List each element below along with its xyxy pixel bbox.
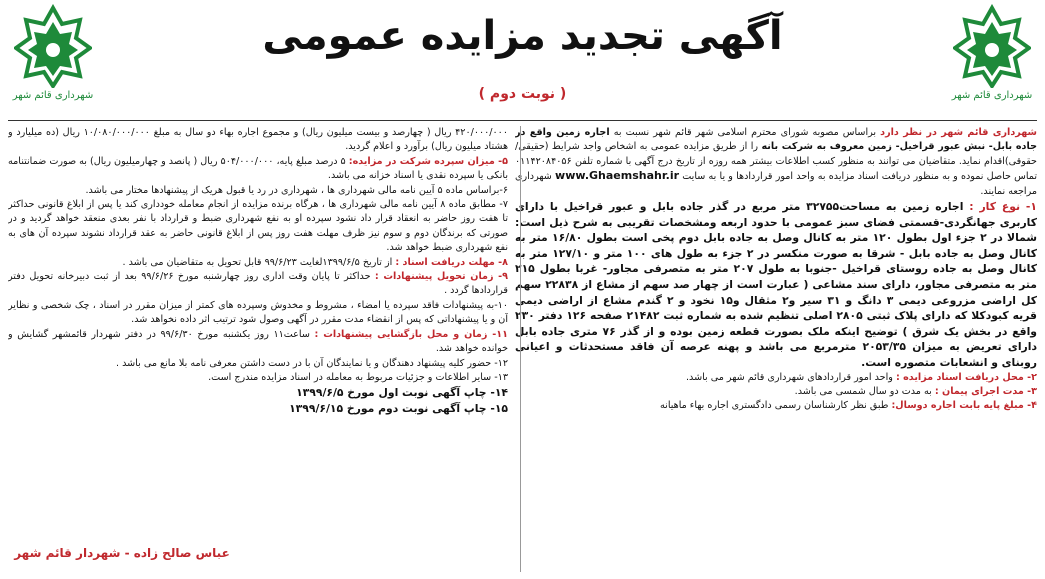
- item-13-paragraph: ۱۳- سایر اطلاعات و جزئیات مربوط به معامله در اسناد مزایده مندرج است.: [208, 371, 508, 383]
- item-8-label: ۸- مهلت دریافت اسناد :: [395, 256, 508, 268]
- intro-subject: اجاره زمین واقع در جاده بابل- نبش عبور قراخیل- زمین معروف به شرکت بانه: [515, 127, 1037, 153]
- intro-text-2: را از طریق مزایده عمومی به اشخاص واجد شرایط (حقیقی/حقوقی)اقدام نماید. متقاضیان می توانند به منظور کسب اطلاعات بیشتر همه روزه از تاریخ درج آگهی با شماره تلفن ۰۱۱۴۲۰۸۴۰۵۶ تماس حاصل نموده و به منظور دریافت اسناد مزایده به واحد امور قراردادها و یا به سایت: [515, 141, 1037, 183]
- item-12-paragraph: ۱۲- حضور کلیه پیشنهاد دهندگان و یا نمایندگان آن با در دست داشتن معرفی نامه بلا مانع می باشد .: [116, 357, 508, 369]
- logo-caption: شهرداری قائم شهر: [951, 90, 1033, 101]
- left-column: [8, 126, 508, 566]
- item-3-label: ۳- مدت اجرای پیمان :: [934, 385, 1037, 397]
- item-1-text: اجاره زمین به مساحت۳۲۷۵۵ متر مربع در گذر جاده بابل و عبور قراخیل با دارای کاربری جهانگردی-قسمتی فضای سبز عمومی با حدود اربعه ومشخصات تقریبی به شرح ذیل است: شمالا در ۲ جزء اول بطول ۱۲۰ متر به کانال وصل به جاده بابل دوم پخی است بطول ۱۶/۸۰ متر به کانال وصل به جاده بابل - شرقا به صورت منکسر در ۲ جزء به طول های ۱۰۰ متر و ۱۲۷/۱۰ متر به کانال وصل به جاده روستای قراخیل -جنوبا به طول ۲۰۷ متر به متصرفی مجاور- غربا بطول ۲۱۵ متر به متصرفی مجاور، دارای سند مشاعی ( عبارت است از چهار صد سهم از مشاع از ۲۲۸۳۸ سهم کل اراضی مزروعی دیمی ۳ دانگ و ۳۱ سیر و۲ مثقال و۱۵ نخود و ۲ گندم مشاع از اراضی دیمی قریه کبودکلا که دارای پلاک ثبتی ۲۸۰۵ اصلی تنظیم شده به شماره ثبت ۲۱۴۸۲ صفحه ۱۲۶ دفتر ۲۳۰ واقع در بخش یک شرق ) توضیح اینکه ملک بصورت قطعه زمین بوده و از گذر ۷۶ متری جاده بابل دارای تعریض به میزان ۲۰۵۳/۳۵ مترمربع می باشد و پهنه عرصه آن فاقد مستحدثات و اعیانی روبنای و انشعابات متصوره است.: [515, 200, 1037, 369]
- intro-text-3: شهرداری مراجعه نمایند.: [515, 171, 1037, 197]
- item-2-paragraph: [515, 371, 1037, 385]
- item-11-label: ۱۱- زمان و محل بازگشایی پیشنهادات :: [314, 328, 508, 340]
- item-2-label: ۲- محل دریافت اسناد مزایده :: [895, 371, 1037, 383]
- item-9-text: حداکثر تا پایان وقت اداری روز چهارشنبه مورخ ۹۹/۶/۲۶ بعد از ثبت دبیرخانه تحویل دفتر قراردادها گردد .: [8, 271, 508, 297]
- ad-title: آگهی تجدید مزایده عمومی: [262, 13, 783, 59]
- logo-caption: شهرداری قائم شهر: [12, 90, 94, 101]
- item-15-paragraph: ۱۵- چاپ آگهی نوبت دوم مورخ ۱۳۹۹/۶/۱۵: [289, 401, 508, 415]
- item-5-paragraph: [8, 155, 508, 184]
- base-price-continued: ۴۲۰/۰۰۰/۰۰۰ ریال ( چهارصد و بیست میلیون ریال) و مجموع اجاره بهاء دو سال به مبلغ ۱۰/۰۸۰/۰۰۰/۰۰۰ ریال (ده میلیارد و هشتاد میلیون ریال) برآورد و اعلام گردید.: [8, 127, 508, 153]
- item-4-label: ۴- مبلغ پایه بابت اجاره دوسال:: [891, 400, 1037, 412]
- item-3-text: به مدت دو سال شمسی می باشد.: [794, 385, 935, 397]
- mayor-signature: عباس صالح زاده - شهردار قائم شهر: [14, 546, 230, 560]
- item-1-label: ۱- نوع کار :: [969, 200, 1037, 214]
- item-6-paragraph: ۶-براساس ماده ۵ آیین نامه مالی شهرداری ها ، شهرداری در رد یا قبول هریک از پیشنهادها مختار می باشد.: [85, 184, 508, 196]
- ad-subtitle: ( نوبت دوم ): [478, 86, 567, 102]
- intro-lead: شهرداری قائم شهر در نظر دارد: [880, 127, 1037, 138]
- item-8-text: از تاریخ ۱۳۹۹/۶/۵لغایت ۹۹/۶/۲۳ قابل تحویل به متقاضیان می باشد .: [122, 256, 396, 268]
- item-8-paragraph: [8, 256, 508, 270]
- item-9-paragraph: [8, 270, 508, 299]
- item-4-text: طبق نظر کارشناسان رسمی دادگستری اجاره بهاء ماهیانه: [660, 400, 892, 412]
- right-column: [515, 126, 1037, 576]
- item-11-text: ساعت۱۱ روز یکشنبه مورخ ۹۹/۶/۳۰ در دفتر شهردار قائمشهر گشایش و خوانده خواهد شد.: [8, 328, 508, 355]
- item-5-text: ۵ درصد مبلغ پایه، ۵۰۴/۰۰۰/۰۰۰ ریال ( پانصد و چهارمیلیون ریال) به صورت ضمانتنامه بانکی یا سپرده نقدی یا اسناد خزانه می باشد.: [8, 155, 508, 182]
- item-14-paragraph: ۱۴- چاپ آگهی نوبت اول مورخ ۱۳۹۹/۶/۵: [296, 386, 508, 400]
- item-7-paragraph: ۷- مطابق ماده ۸ آیین نامه مالی شهرداری ها ، هرگاه برنده مزایده از انجام معامله خودداری کند یا پس از ابلاغ قانونی حداکثر تا هفت روز حاضر به انعقاد قرار داد نشود سپرده او به نفع شهرداری ضبط و قرارداد با نفر بعدی منعقد خواهد گردید و در صورتی که برندگان دوم و سوم نیز ظرف مهلت هفت روز پس از ابلاغ قانونی حاضر به عقد قرارداد نشوند سپرده آن های به نفع شهرداری ضبط خواهد شد.: [8, 199, 508, 254]
- item-1-paragraph: [515, 199, 1037, 371]
- website-link[interactable]: www.Ghaemshahr.ir: [555, 169, 680, 183]
- intro-text-1: براساس مصوبه شورای محترم اسلامی شهر قائم شهر نسبت به: [609, 127, 881, 138]
- item-10-paragraph: ۱۰-به پیشنهادات فاقد سپرده یا امضاء ، مشروط و مخدوش وسپرده های کمتر از میزان مقرر در اسناد ، چک شخصی و نظایر آن و یا پیشنهاداتی که پس از انقضاء مدت مقرر در آگهی وصول شود ترتیب اثر داده نخواهد شد.: [8, 299, 508, 326]
- item-9-label: ۹- زمان تحویل پیشنهادات :: [374, 271, 508, 283]
- item-5-label: ۵- میزان سپرده شرکت در مزایده:: [348, 155, 508, 167]
- intro-paragraph: [515, 126, 1037, 199]
- item-3-paragraph: [515, 385, 1037, 399]
- item-4-paragraph: [515, 399, 1037, 413]
- header-divider: [8, 120, 1037, 121]
- item-11-paragraph: [8, 328, 508, 357]
- item-2-text: واحد امور قراردادهای شهرداری قائم شهر می باشد.: [685, 371, 896, 383]
- column-divider: [520, 126, 521, 572]
